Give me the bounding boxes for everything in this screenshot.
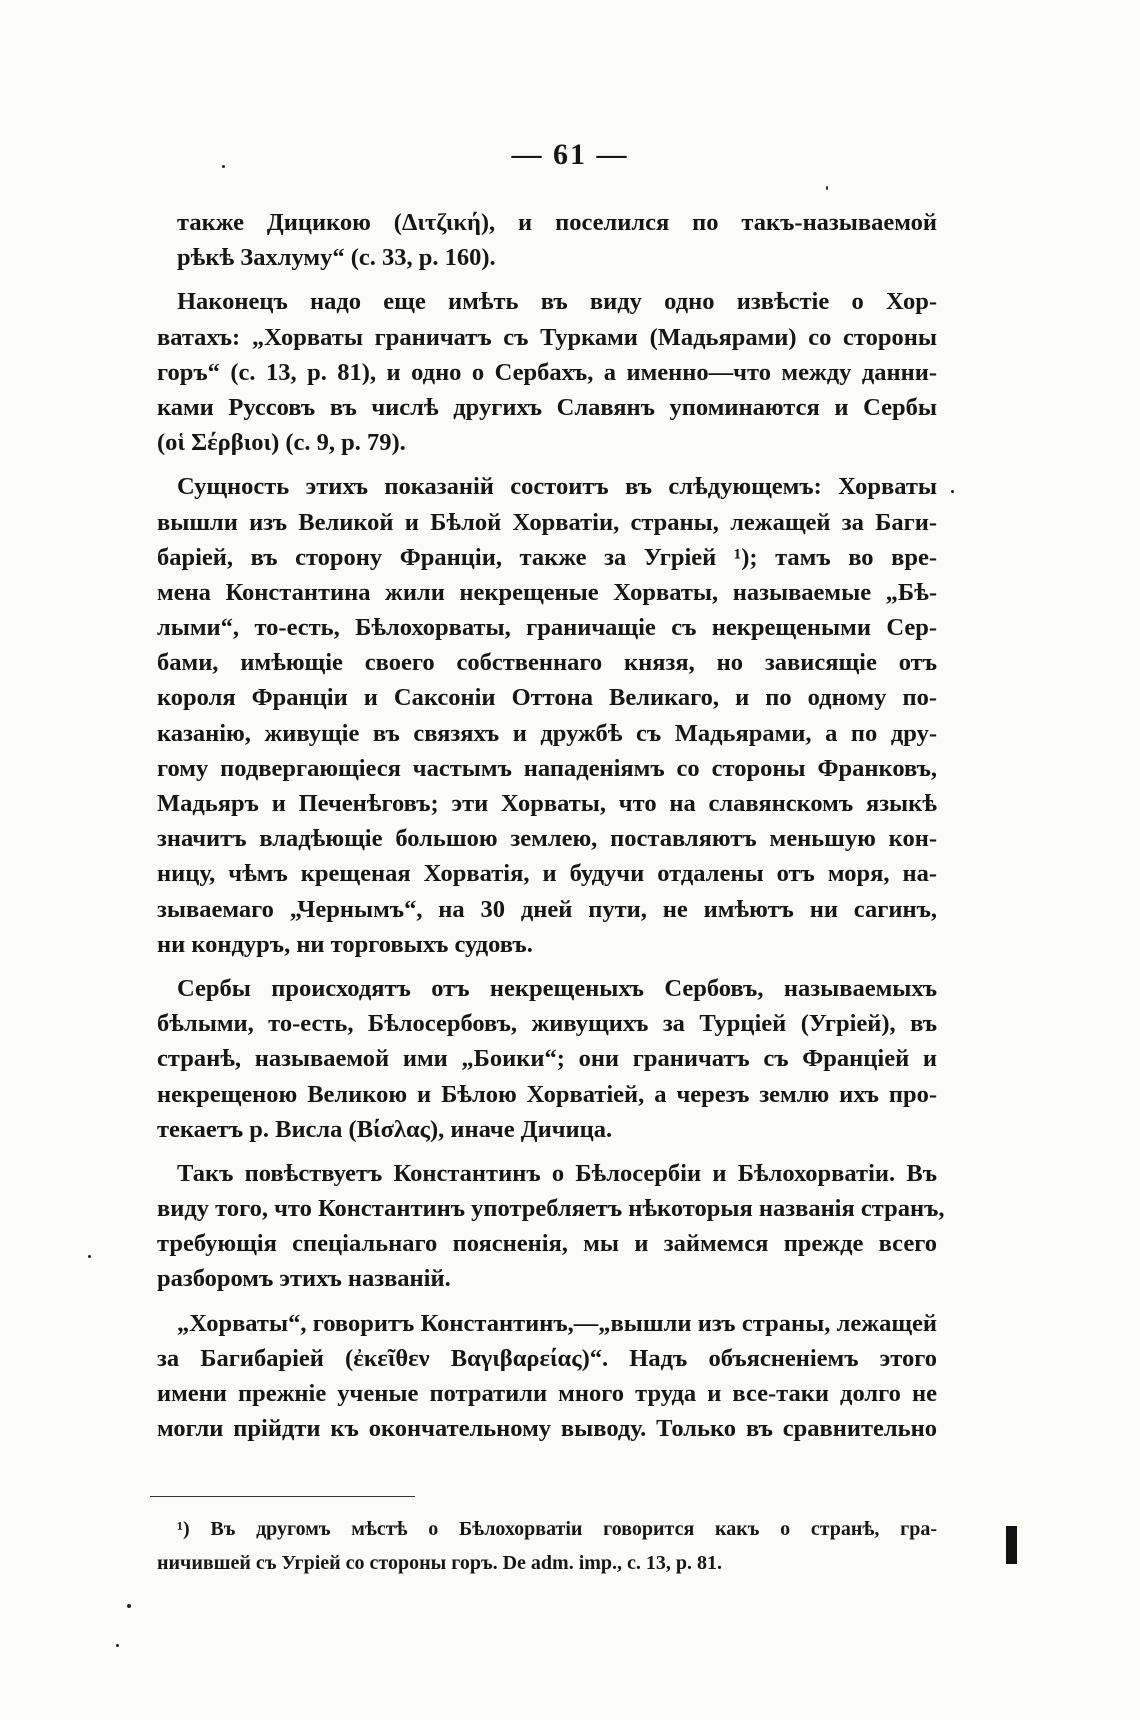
text-line: Сербы происходятъ отъ некрещеныхъ Сербовъ, называемыхъ	[177, 974, 937, 1002]
scan-speck	[826, 186, 828, 190]
text-line: короля Франціи и Саксоніи Оттона Великаго, и по одному по-	[157, 684, 937, 712]
text-line: казанію, живущіе въ связяхъ и дружбѣ съ Мадьярами, а по дру-	[157, 719, 937, 747]
text-line: Такъ повѣствуетъ Константинъ о Бѣлосербіи и Бѣлохорватіи. Въ	[177, 1159, 937, 1187]
text-line: (οἱ Σέρβιοι) (с. 9, р. 79).	[157, 429, 406, 457]
text-line: имени прежніе ученые потратили много труда и все-таки долго не	[157, 1380, 937, 1407]
text-line: странѣ, называемой ими „Боики“; они граничатъ съ Франціей и	[157, 1045, 937, 1073]
text-line: Мадьяръ и Печенѣговъ; эти Хорваты, что на славянскомъ языкѣ	[157, 790, 937, 817]
scan-speck	[951, 490, 954, 493]
text-line: значитъ владѣющіе большою землею, поставляютъ меньшую кон-	[157, 825, 937, 853]
text-line: ватахъ: „Хорваты граничатъ съ Турками (Мадьярами) со стороны	[157, 323, 937, 351]
text-line: ни кондуръ, ни торговыхъ судовъ.	[157, 930, 533, 958]
text-line: ками Руссовъ въ числѣ другихъ Славянъ упоминаются и Сербы	[157, 393, 937, 421]
text-line: некрещеною Великою и Бѣлою Хорватіей, а черезъ землю ихъ про-	[157, 1080, 937, 1108]
text-line: бѣлыми, то-есть, Бѣлосербовъ, живущихъ за Турціей (Угріей), въ	[157, 1010, 937, 1038]
text-line: могли прійдти къ окончательному выводу. Только въ сравнительно	[157, 1415, 937, 1443]
paragraph	[157, 469, 937, 962]
text-line: виду того, что Константинъ употребляетъ нѣкоторыя названія странъ,	[157, 1195, 945, 1223]
text-line: горъ“ (с. 13, р. 81), и одно о Сербахъ, а именно—что между данни-	[157, 358, 937, 386]
text-line: Сущность этихъ показаній состоитъ въ слѣдующемъ: Хорваты	[177, 473, 937, 501]
paragraph	[157, 1306, 937, 1447]
text-line: зываемаго „Чернымъ“, на 30 дней пути, не имѣютъ ни сагинъ,	[157, 895, 937, 923]
text-line: вышли изъ Великой и Бѣлой Хорватіи, страны, лежащей за Баги-	[157, 508, 937, 536]
scan-edge-mark	[1006, 1526, 1017, 1564]
footnote-line: ничившей съ Угріей со стороны горъ. De adm. imp., с. 13, р. 81.	[157, 1552, 723, 1574]
text-line: „Хорваты“, говоритъ Константинъ,—„вышли изъ страны, лежащей	[177, 1309, 937, 1337]
text-line: лыми“, то-есть, Бѣлохорваты, граничащіе съ некрещеными Сер-	[157, 614, 937, 642]
text-line: баріей, въ сторону Франціи, также за Угріей ¹); тамъ во вре-	[157, 543, 937, 571]
text-line: за Багибаріей (ἐκεῖθεν Βαγιβαρείας)“. Надъ объясненіемъ этого	[157, 1344, 937, 1372]
paragraph	[157, 284, 937, 460]
paragraph	[157, 1156, 945, 1297]
text-line: требующія спеціальнаго поясненія, мы и займемся прежде всего	[157, 1230, 937, 1258]
text-line: также Дицикою (Διτζική), и поселился по такъ-называемой	[177, 209, 937, 236]
text-line: Наконецъ надо еще имѣть въ виду одно извѣстіе о Хор-	[177, 288, 937, 316]
text-line: рѣкѣ Захлуму“ (с. 33, р. 160).	[177, 244, 496, 272]
footnote	[157, 1512, 937, 1580]
page-number: — 61 —	[511, 138, 629, 171]
scan-speck	[116, 1644, 119, 1647]
paragraph	[157, 205, 937, 275]
text-line: бами, имѣющіе своего собственнаго князя, но зависящіе отъ	[157, 649, 937, 677]
text-line: ницу, чѣмъ крещеная Хорватія, и будучи отдалены отъ моря, на-	[157, 860, 937, 888]
scan-speck	[88, 1255, 91, 1258]
paragraph	[157, 971, 937, 1147]
scan-speck	[222, 165, 225, 168]
text-line: гому подвергающіеся частымъ нападеніямъ со стороны Франковъ,	[157, 754, 937, 782]
footnote-divider	[150, 1496, 415, 1497]
text-line: разборомъ этихъ названій.	[157, 1265, 451, 1293]
footnote-line: ¹) Въ другомъ мѣстѣ о Бѣлохорватіи говорится какъ о странѣ, гра-	[177, 1518, 937, 1540]
scan-speck	[127, 1604, 131, 1608]
text-line: текаетъ р. Висла (Βίσλας), иначе Дичица.	[157, 1115, 613, 1143]
body-text	[157, 205, 945, 1446]
text-line: мена Константина жили некрещеные Хорваты, называемые „Бѣ-	[157, 578, 937, 606]
